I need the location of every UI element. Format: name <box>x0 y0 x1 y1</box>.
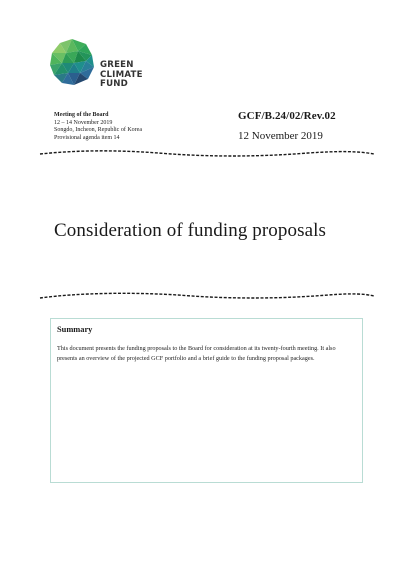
document-date: 12 November 2019 <box>238 130 323 142</box>
meeting-dates: 12 – 14 November 2019 <box>54 119 113 126</box>
summary-box <box>50 318 363 483</box>
document-title: Consideration of funding proposals <box>54 220 327 241</box>
meeting-title: Meeting of the Board <box>54 112 109 118</box>
logo-line-green: GREEN <box>100 60 134 70</box>
logo-line-climate: CLIMATE <box>100 69 143 80</box>
summary-text: This document presents the funding proposals to the Board for consideration at its twenty-fourth meeting. It also presents an overview of the projected GCF portfolio and a brief guide to the funding proposal packages. <box>57 345 336 363</box>
logo-line-fund: FUND <box>100 79 128 90</box>
meeting-location: Songdo, Incheon, Republic of Korea <box>54 127 142 134</box>
wavy-separator-top <box>38 148 376 160</box>
logo-wordmark <box>100 61 143 90</box>
document-code: GCF/B.24/02/Rev.02 <box>238 110 336 122</box>
meeting-agenda: Provisional agenda item 14 <box>54 134 120 141</box>
gcf-logo <box>48 37 178 103</box>
globe-icon <box>48 37 96 87</box>
summary-heading: Summary <box>57 325 93 334</box>
meeting-info <box>54 112 204 142</box>
wavy-separator-bottom <box>38 290 376 302</box>
